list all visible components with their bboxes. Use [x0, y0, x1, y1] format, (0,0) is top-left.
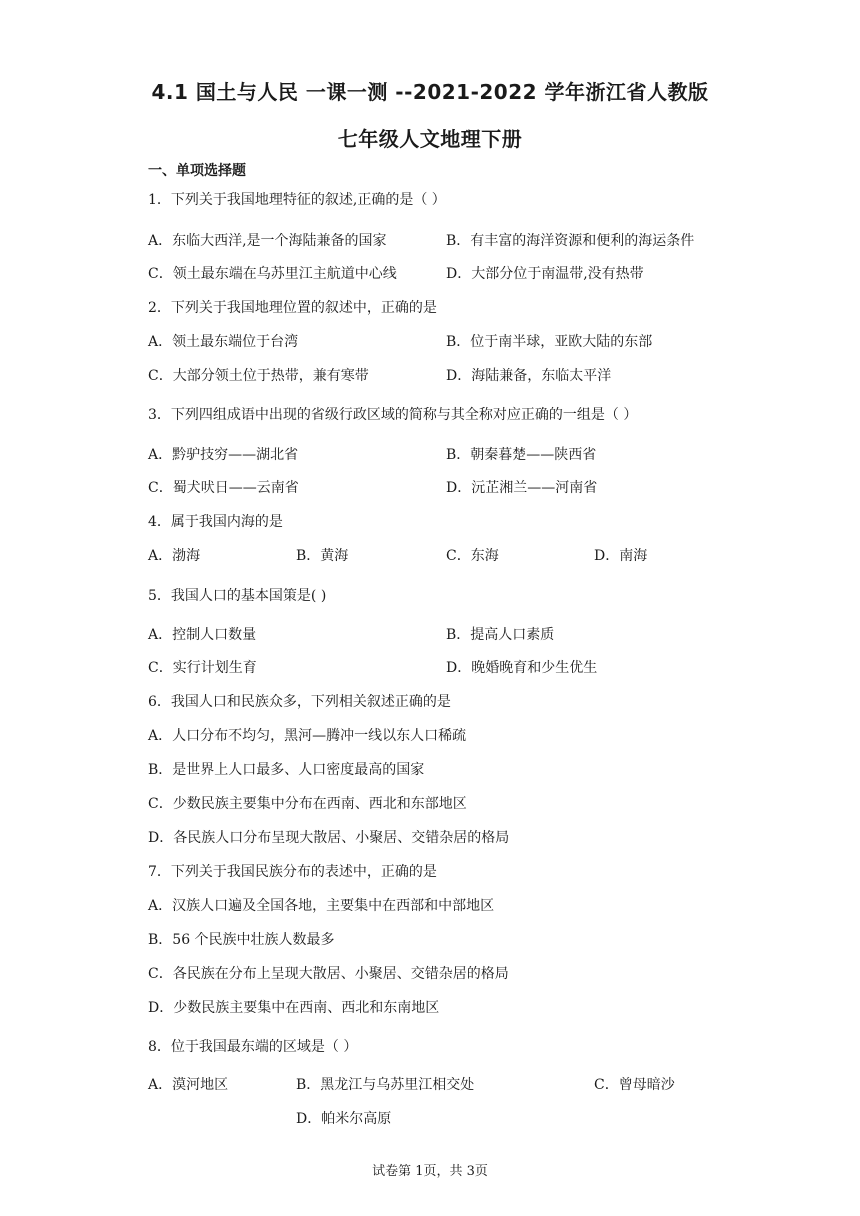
question-2-option-b: B．位于南半球，亚欧大陆的东部: [446, 334, 653, 350]
question-7-option-d: D．少数民族主要集中在西南、西北和东南地区: [148, 1000, 440, 1016]
page-title-line-2: 七年级人文地理下册: [337, 127, 523, 151]
question-1-option-b: B．有丰富的海洋资源和便利的海运条件: [446, 233, 695, 249]
question-4-option-d: D．南海: [594, 548, 648, 564]
question-1-option-d: D．大部分位于南温带,没有热带: [446, 266, 644, 282]
question-3-option-d: D．沅芷湘兰——河南省: [446, 480, 598, 496]
question-6-stem: 6．我国人口和民族众多，下列相关叙述正确的是: [148, 694, 451, 710]
question-8-option-d: D．帕米尔高原: [296, 1111, 392, 1127]
question-7-stem: 7．下列关于我国民族分布的表述中，正确的是: [148, 864, 437, 880]
question-2-option-d: D．海陆兼备，东临太平洋: [446, 368, 612, 384]
question-7-option-b: B．56 个民族中壮族人数最多: [148, 932, 335, 948]
question-8-stem: 8．位于我国最东端的区域是（ ）: [148, 1039, 358, 1055]
question-4-option-c: C．东海: [446, 548, 499, 564]
question-3-option-b: B．朝秦暮楚——陕西省: [446, 447, 597, 463]
question-6-option-a: A．人口分布不均匀，黑河—腾冲一线以东人口稀疏: [148, 728, 467, 744]
question-1-stem: 1．下列关于我国地理特征的叙述,正确的是（ ）: [148, 192, 446, 208]
question-5-stem: 5．我国人口的基本国策是( ): [148, 588, 327, 604]
page-title-line-1: 4.1 国土与人民 一课一测 --2021-2022 学年浙江省人教版: [151, 80, 709, 104]
question-4-stem: 4．属于我国内海的是: [148, 514, 283, 530]
question-6-option-c: C．少数民族主要集中分布在西南、西北和东部地区: [148, 796, 467, 812]
question-3-option-a: A．黔驴技穷——湖北省: [148, 447, 299, 463]
question-4-option-a: A．渤海: [148, 548, 201, 564]
question-4-option-b: B．黄海: [296, 548, 349, 564]
question-8-option-b: B．黑龙江与乌苏里江相交处: [296, 1077, 475, 1093]
question-3-stem: 3．下列四组成语中出现的省级行政区域的简称与其全称对应正确的一组是（ ）: [148, 407, 638, 423]
question-7-option-c: C．各民族在分布上呈现大散居、小聚居、交错杂居的格局: [148, 966, 509, 982]
question-8-option-a: A．漠河地区: [148, 1077, 229, 1093]
question-2-option-c: C．大部分领土位于热带，兼有寒带: [148, 368, 369, 384]
question-1-option-c: C．领土最东端在乌苏里江主航道中心线: [148, 266, 397, 282]
question-3-option-c: C．蜀犬吠日——云南省: [148, 480, 299, 496]
question-7-option-a: A．汉族人口遍及全国各地，主要集中在西部和中部地区: [148, 898, 495, 914]
question-2-option-a: A．领土最东端位于台湾: [148, 334, 299, 350]
question-5-option-c: C．实行计划生育: [148, 660, 257, 676]
question-6-option-d: D．各民族人口分布呈现大散居、小聚居、交错杂居的格局: [148, 830, 510, 846]
question-6-option-b: B．是世界上人口最多、人口密度最高的国家: [148, 762, 425, 778]
question-8-option-c: C．曾母暗沙: [594, 1077, 675, 1093]
question-5-option-b: B．提高人口素质: [446, 627, 555, 643]
question-1-option-a: A．东临大西洋,是一个海陆兼备的国家: [148, 233, 387, 249]
question-5-option-d: D．晚婚晚育和少生优生: [446, 660, 598, 676]
page-footer: 试卷第 1页，共 3页: [372, 1164, 488, 1179]
section-heading: 一、单项选择题: [148, 163, 246, 179]
question-5-option-a: A．控制人口数量: [148, 627, 257, 643]
question-2-stem: 2．下列关于我国地理位置的叙述中，正确的是: [148, 300, 437, 316]
